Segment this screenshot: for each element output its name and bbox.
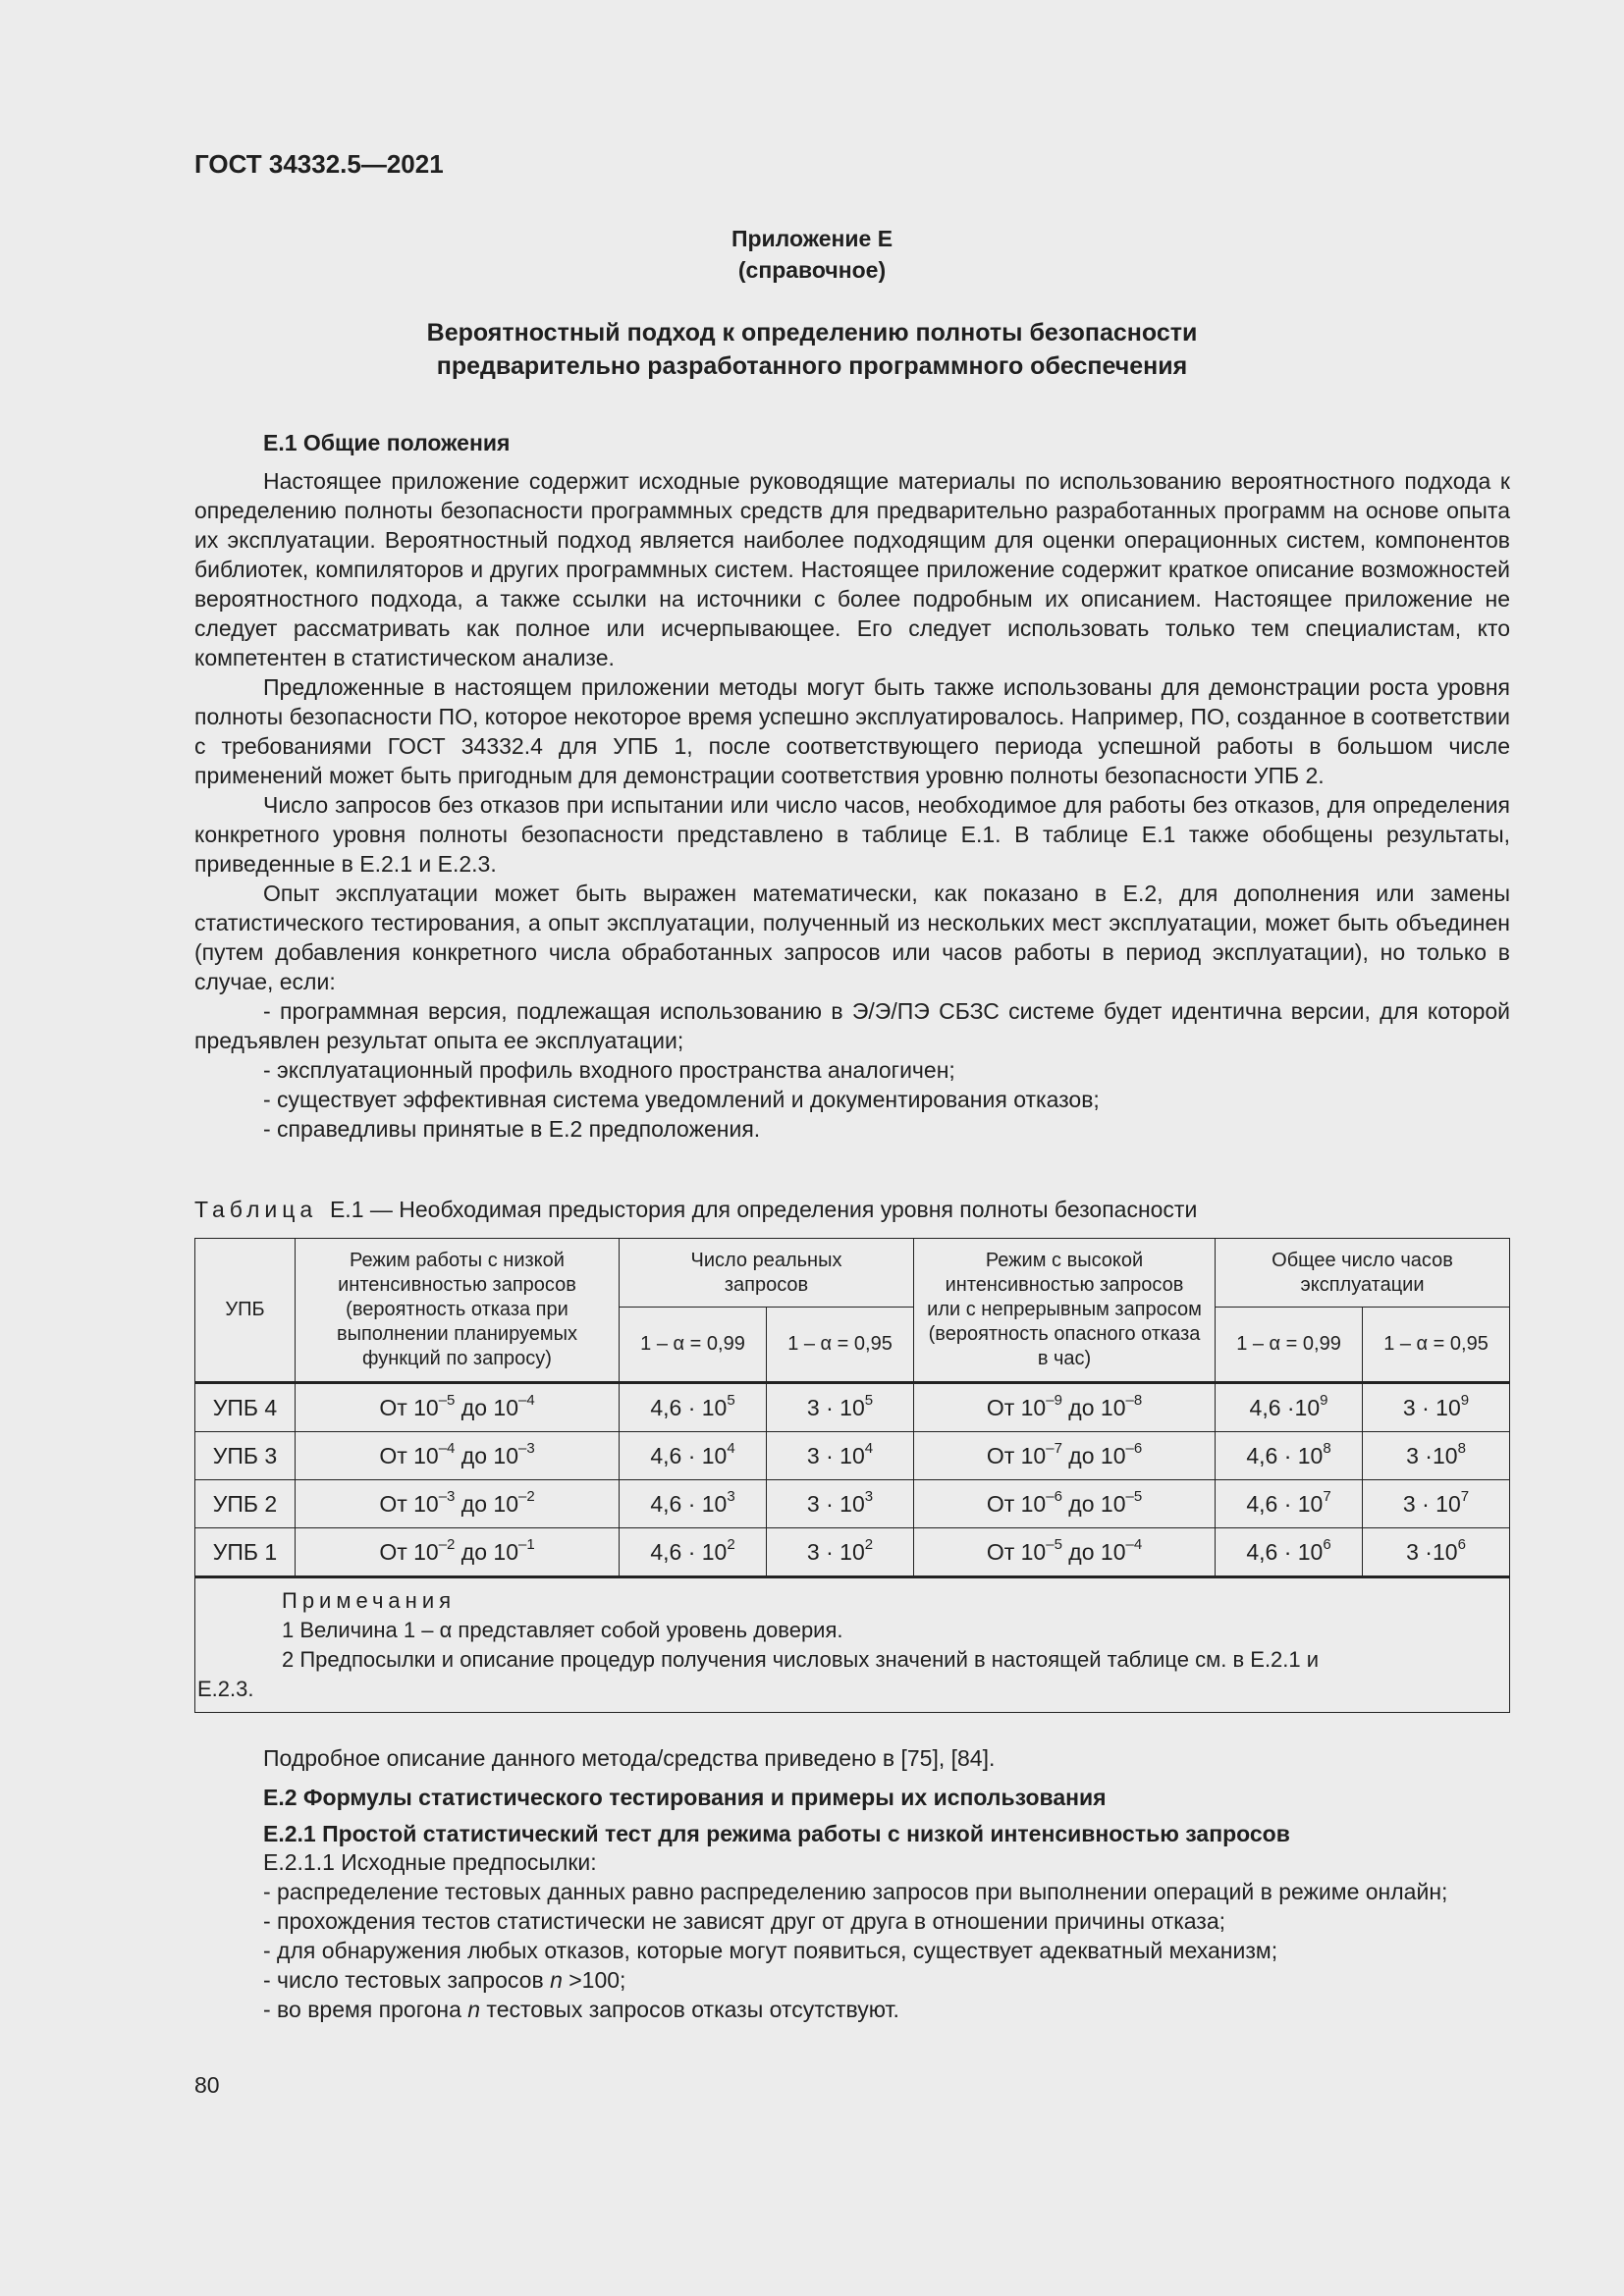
header-operating-hours: Общее число часов эксплуатации — [1216, 1239, 1510, 1308]
cell-hours-99: $4,6 \cdot 10^7$ — [1216, 1480, 1363, 1528]
list-item: - прохождения тестов статистически не зависят друг от друга в отношении причины отказа; — [263, 1908, 1226, 1934]
list-item: - распределение тестовых данных равно распределению запросов при выполнении операций в режиме онлайн; — [263, 1879, 1448, 1904]
list-item: - существует эффективная система уведомлений и документирования отказов; — [263, 1087, 1100, 1112]
header-conf-95: 1 – α = 0,95 — [767, 1308, 914, 1383]
cell-hours-95: $3 \cdot 10^6$ — [1363, 1528, 1510, 1577]
section-e1-heading: Е.1 Общие положения — [263, 430, 511, 455]
appendix-type: (справочное) — [737, 257, 887, 283]
paragraph: Опыт эксплуатации может быть выражен математически, как показано в Е.2, для дополнения или замены статистического тестирования, а опыт эксплуатации, полученный из нескольких мест эксплуатации, может быть объединен (путем добавления конкретного числа обработанных запросов или часов работы в период эксплуатации), но только в случае, если: — [194, 881, 1510, 994]
cell-high-range: От $10^{-9}$ до $10^{-8}$ — [914, 1383, 1216, 1432]
page-number: 80 — [194, 2072, 220, 2098]
cell-real-95: $3 \cdot 10^3$ — [767, 1480, 914, 1528]
header-conf-95: 1 – α = 0,95 — [1363, 1308, 1510, 1383]
cell-high-range: От $10^{-7}$ до $10^{-6}$ — [914, 1432, 1216, 1480]
cell-real-95: $3 \cdot 10^4$ — [767, 1432, 914, 1480]
appendix-title-line-1: Вероятностный подход к определению полноты безопасности — [426, 319, 1198, 347]
section-e211-heading: Е.2.1.1 Исходные предпосылки: — [263, 1849, 597, 1875]
standard-code: ГОСТ 34332.5—2021 — [194, 149, 444, 179]
header-upb: УПБ — [195, 1239, 296, 1383]
table-e1 — [194, 1238, 1510, 1713]
list-item: - во время прогона n тестовых запросов отказы отсутствуют. — [263, 1997, 899, 2022]
table-row — [195, 1383, 1510, 1432]
cell-real-99: $4,6 \cdot 10^5$ — [620, 1383, 767, 1432]
list-item: - для обнаружения любых отказов, которые могут появиться, существует адекватный механизм; — [263, 1938, 1278, 1963]
list-item: - эксплуатационный профиль входного пространства аналогичен; — [263, 1057, 955, 1083]
table-row — [195, 1480, 1510, 1528]
notes-title: Примечания — [282, 1588, 457, 1613]
method-reference: Подробное описание данного метода/средства приведено в [75], [84]. — [263, 1745, 996, 1771]
note-1: 1 Величина 1 – α представляет собой уровень доверия. — [282, 1618, 843, 1642]
cell-hours-99: $4,6 \cdot 10^9$ — [1216, 1383, 1363, 1432]
cell-low-range: От $10^{-2}$ до $10^{-1}$ — [296, 1528, 620, 1577]
header-conf-99: 1 – α = 0,99 — [1216, 1308, 1363, 1383]
cell-low-range: От $10^{-5}$ до $10^{-4}$ — [296, 1383, 620, 1432]
cell-high-range: От $10^{-5}$ до $10^{-4}$ — [914, 1528, 1216, 1577]
appendix-label: Приложение Е — [731, 226, 893, 251]
cell-real-95: $3 \cdot 10^5$ — [767, 1383, 914, 1432]
cell-hours-95: $3 \cdot 10^7$ — [1363, 1480, 1510, 1528]
cell-hours-99: $4,6 \cdot 10^8$ — [1216, 1432, 1363, 1480]
section-e21-heading: Е.2.1 Простой статистический тест для режима работы с низкой интенсивностью запросов — [263, 1821, 1290, 1846]
list-item: - число тестовых запросов n >100; — [263, 1967, 626, 1993]
note-2-continuation: Е.2.3. — [197, 1677, 254, 1701]
cell-hours-95: $3 \cdot 10^9$ — [1363, 1383, 1510, 1432]
header-high-demand: Режим с высокой интенсивностью запросов или с непрерывным запросом (вероятность опасного отказа в час) — [914, 1239, 1216, 1383]
cell-real-99: $4,6 \cdot 10^3$ — [620, 1480, 767, 1528]
cell-high-range: От $10^{-6}$ до $10^{-5}$ — [914, 1480, 1216, 1528]
section-e2-heading: Е.2 Формулы статистического тестирования и примеры их использования — [263, 1785, 1107, 1810]
paragraph: Настоящее приложение содержит исходные руководящие материалы по использованию вероятностного подхода к определению полноты безопасности программных средств для предварительно разработанных программ на основе опыта их эксплуатации. Вероятностный подход является наиболее подходящим для оценки операционных систем, компонентов библиотек, компиляторов и других программных систем. Настоящее приложение содержит краткое описание возможностей вероятностного подхода, а также ссылки на источники с более подробным их описанием. Настоящее приложение не следует рассматривать как полное или исчерпывающее. Его следует использовать только тем специалистам, кто компетентен в статистическом анализе. — [194, 468, 1510, 670]
appendix-title-line-2: предварительно разработанного программного обеспечения — [436, 352, 1188, 380]
cell-real-99: $4,6 \cdot 10^4$ — [620, 1432, 767, 1480]
paragraph: Число запросов без отказов при испытании или число часов, необходимое для работы без отказов, для определения конкретного уровня полноты безопасности представлено в таблице Е.1. В таблице Е.1 также обобщены результаты, приведенные в Е.2.1 и Е.2.3. — [194, 792, 1510, 877]
cell-real-99: $4,6 \cdot 10^2$ — [620, 1528, 767, 1577]
cell-upb: УПБ 1 — [195, 1528, 296, 1577]
table-row — [195, 1432, 1510, 1480]
table-caption-prefix: Таблица — [194, 1197, 318, 1222]
cell-real-95: $3 \cdot 10^2$ — [767, 1528, 914, 1577]
header-low-demand: Режим работы с низкой интенсивностью запросов (вероятность отказа при выполнении планируемых функций по запросу) — [296, 1239, 620, 1383]
cell-hours-99: $4,6 \cdot 10^6$ — [1216, 1528, 1363, 1577]
cell-upb: УПБ 4 — [195, 1383, 296, 1432]
table-row — [195, 1528, 1510, 1577]
table-notes — [195, 1577, 1510, 1713]
cell-low-range: От $10^{-4}$ до $10^{-3}$ — [296, 1432, 620, 1480]
note-2: 2 Предпосылки и описание процедур получения числовых значений в настоящей таблице см. в Е.2.1 и — [282, 1647, 1320, 1672]
table-caption — [194, 1197, 1197, 1223]
list-item: - справедливы принятые в Е.2 предположения. — [263, 1116, 761, 1142]
cell-upb: УПБ 3 — [195, 1432, 296, 1480]
cell-hours-95: $3 \cdot 10^8$ — [1363, 1432, 1510, 1480]
appendix-title — [0, 316, 1624, 383]
section-e1-body — [194, 466, 1510, 1144]
cell-upb: УПБ 2 — [195, 1480, 296, 1528]
table-caption-text: Е.1 — Необходимая предыстория для определения уровня полноты безопасности — [329, 1197, 1198, 1222]
paragraph: Предложенные в настоящем приложении методы могут быть также использованы для демонстрации роста уровня полноты безопасности ПО, которое некоторое время успешно эксплуатировалось. Например, ПО, созданное в соответствии с требованиями ГОСТ 34332.4 для УПБ 1, после соответствующего периода успешной работы в большом числе применений может быть пригодным для демонстрации соответствия уровню полноты безопасности УПБ 2. — [194, 674, 1510, 788]
list-item: - программная версия, подлежащая использованию в Э/Э/ПЭ СБЗС системе будет идентична версии, для которой предъявлен результат опыта ее эксплуатации; — [194, 998, 1510, 1053]
after-table-section — [194, 1743, 1510, 2024]
header-conf-99: 1 – α = 0,99 — [620, 1308, 767, 1383]
header-real-demands: Число реальных запросов — [620, 1239, 914, 1308]
cell-low-range: От $10^{-3}$ до $10^{-2}$ — [296, 1480, 620, 1528]
